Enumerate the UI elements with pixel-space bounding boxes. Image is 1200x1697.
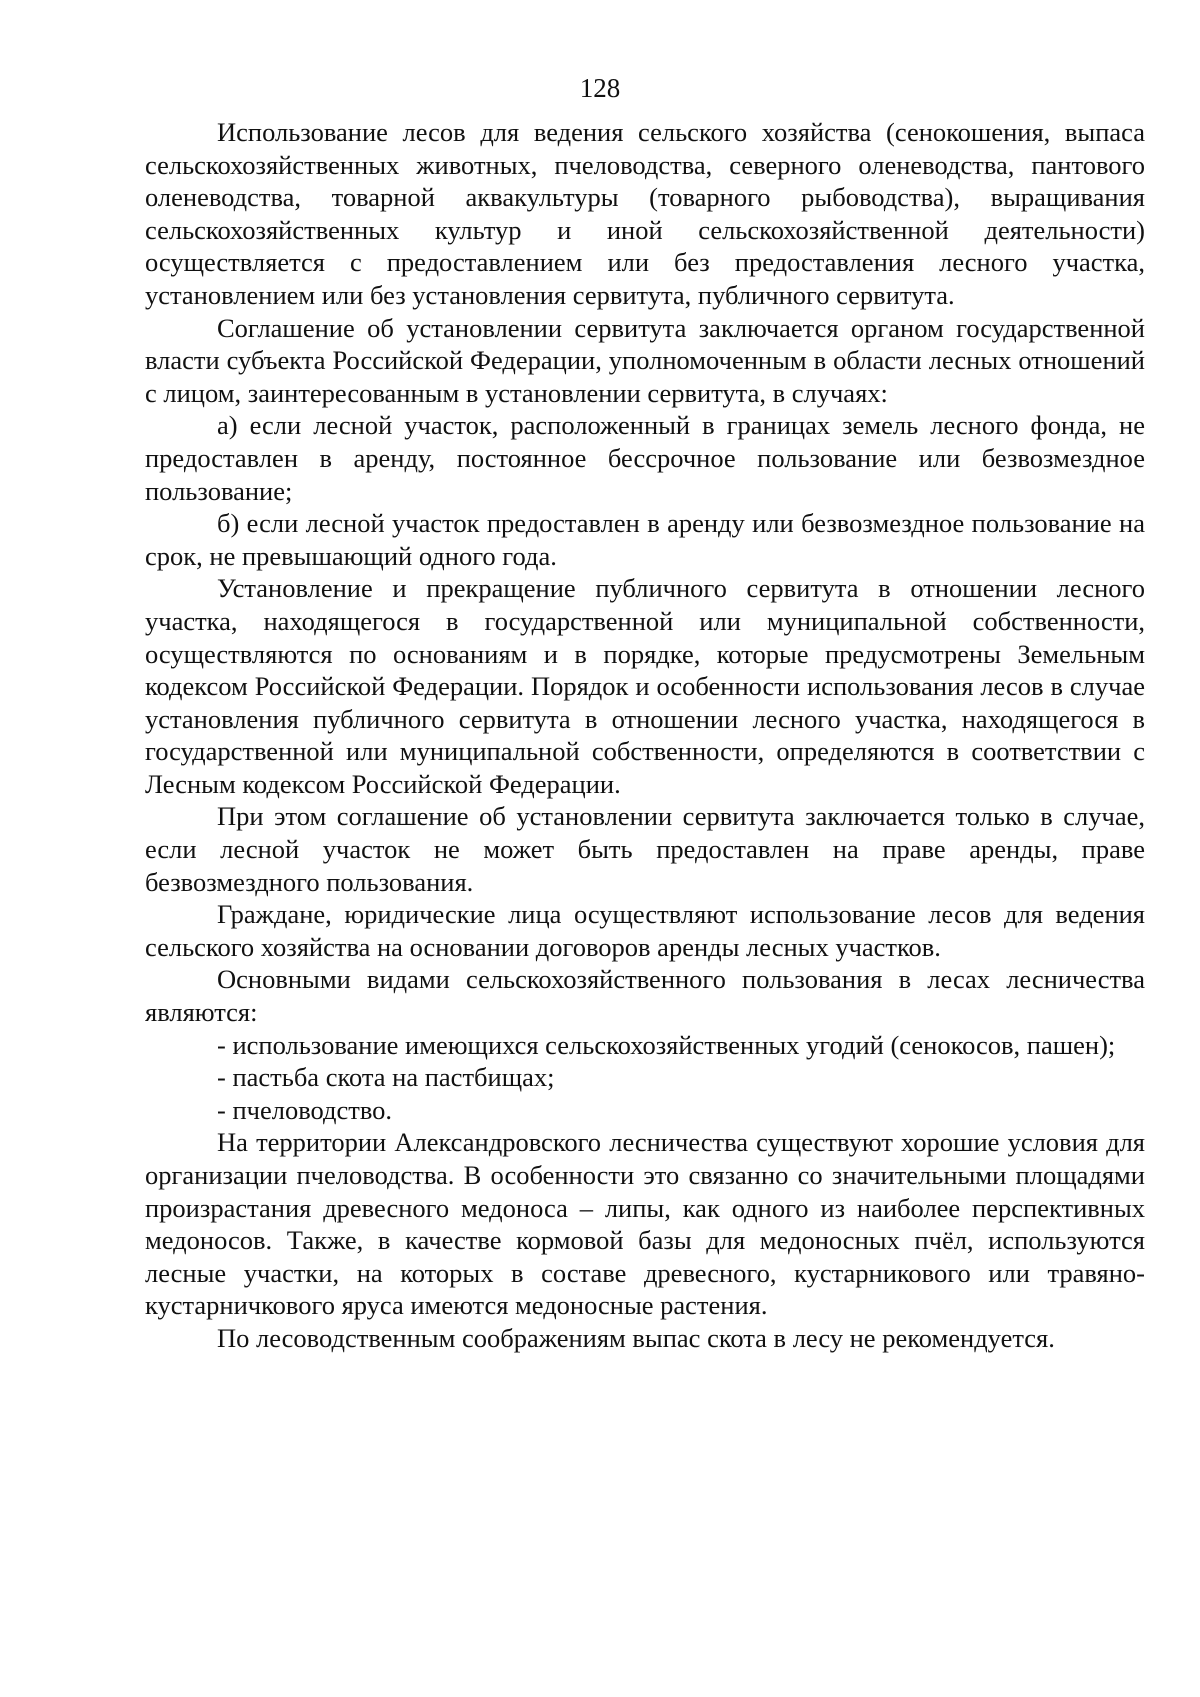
paragraph-agreement-condition: При этом соглашение об установлении сервитута заключается только в случае, если лесной участок не может быть предоставлен на праве аренды, праве безвозмездного пользования.	[145, 801, 1145, 897]
list-item-beekeeping: - пчеловодство.	[217, 1094, 393, 1125]
paragraph-grazing-not-recommended: По лесоводственным соображениям выпас скота в лесу не рекомендуется.	[217, 1322, 1055, 1353]
list-item-land-use: - использование имеющихся сельскохозяйственных угодий (сенокосов, пашен);	[217, 1029, 1116, 1060]
list-item-grazing: - пастьба скота на пастбищах;	[217, 1062, 555, 1093]
paragraph-lease-basis: Граждане, юридические лица осуществляют использование лесов для ведения сельского хозяйства на основании договоров аренды лесных участков.	[145, 899, 1145, 962]
paragraph-case-b: б) если лесной участок предоставлен в аренду или безвозмездное пользование на срок, не превышающий одного года.	[145, 508, 1145, 571]
paragraph-case-a: а) если лесной участок, расположенный в границах земель лесного фонда, не предоставлен в аренду, постоянное бессрочное пользование или безвозмездное пользование;	[145, 410, 1145, 506]
paragraph-beekeeping-conditions: На территории Александровского лесничества существуют хорошие условия для организации пчеловодства. В особенности это связанно со значительными площадями произрастания древесного медоноса – липы, как одного из наиболее перспективных медоносов. Также, в качестве кормовой базы для медоносных пчёл, используются лесные участки, на которых в составе древесного, кустарникового или травяно-кустарничкового яруса имеются медоносные растения.	[145, 1127, 1145, 1321]
document-body	[145, 116, 1145, 1355]
paragraph-agriculture-use: Использование лесов для ведения сельского хозяйства (сенокошения, выпаса сельскохозяйственных животных, пчеловодства, северного оленеводства, пантового оленеводства, товарной аквакультуры (товарного рыбоводства), выращивания сельскохозяйственных культур и иной сельскохозяйственной деятельности) осуществляется с предоставлением или без предоставления лесного участка, установлением или без установления сервитута, публичного сервитута.	[145, 117, 1145, 310]
paragraph-public-servitude: Установление и прекращение публичного сервитута в отношении лесного участка, находящегося в государственной или муниципальной собственности, осуществляются по основаниям и в порядке, которые предусмотрены Земельным кодексом Российской Федерации. Порядок и особенности использования лесов в случае установления публичного сервитута в отношении лесного участка, находящегося в государственной или муниципальной собственности, определяются в соответствии с Лесным кодексом Российской Федерации.	[145, 573, 1145, 799]
page-number: 128	[579, 73, 621, 103]
paragraph-servitude-agreement: Соглашение об установлении сервитута заключается органом государственной власти субъекта Российской Федерации, уполномоченным в области лесных отношений с лицом, заинтересованным в установлении сервитута, в случаях:	[145, 312, 1145, 408]
paragraph-main-types: Основными видами сельскохозяйственного пользования в лесах лесничества являются:	[145, 964, 1145, 1028]
